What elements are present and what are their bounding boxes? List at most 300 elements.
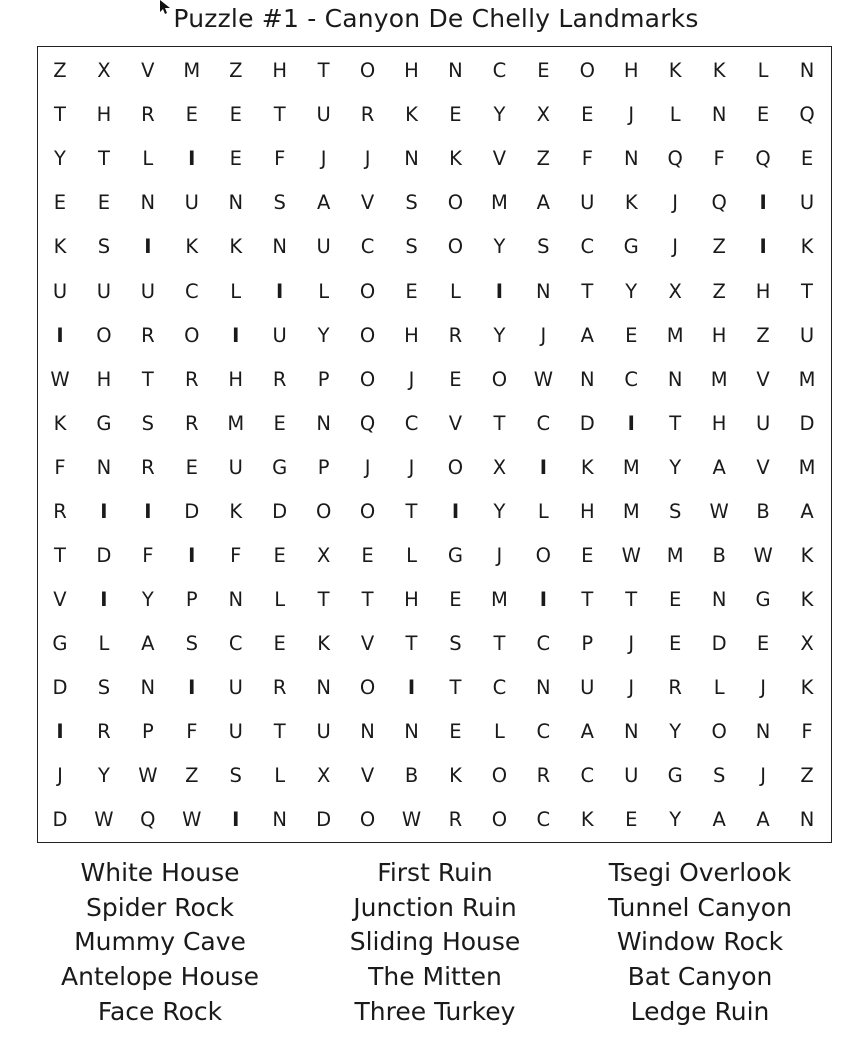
- grid-cell[interactable]: T: [449, 676, 462, 700]
- grid-cell[interactable]: N: [536, 279, 551, 303]
- grid-cell[interactable]: K: [800, 543, 814, 567]
- grid-cell[interactable]: I: [627, 411, 635, 435]
- grid-cell[interactable]: O: [579, 59, 595, 83]
- grid-cell[interactable]: T: [317, 587, 330, 611]
- grid-cell[interactable]: S: [668, 499, 682, 523]
- grid-cell[interactable]: H: [711, 323, 727, 347]
- grid-cell[interactable]: J: [628, 676, 635, 700]
- grid-cell[interactable]: O: [359, 59, 376, 83]
- grid-cell[interactable]: J: [628, 103, 635, 127]
- grid-cell[interactable]: I: [144, 235, 152, 259]
- grid-cell[interactable]: O: [447, 235, 464, 259]
- grid-cell[interactable]: O: [535, 543, 552, 567]
- grid-cell[interactable]: U: [624, 764, 639, 788]
- grid-cell[interactable]: F: [186, 720, 198, 744]
- grid-cell[interactable]: E: [449, 367, 462, 391]
- grid-cell[interactable]: J: [496, 543, 503, 567]
- grid-cell[interactable]: U: [316, 235, 331, 259]
- grid-cell[interactable]: Z: [712, 235, 726, 259]
- grid-cell[interactable]: T: [625, 587, 638, 611]
- grid-cell[interactable]: S: [405, 235, 418, 259]
- grid-cell[interactable]: V: [492, 147, 507, 171]
- grid-cell[interactable]: U: [755, 411, 771, 435]
- grid-cell[interactable]: O: [359, 676, 376, 700]
- grid-cell[interactable]: W: [401, 808, 422, 832]
- grid-cell[interactable]: N: [96, 455, 112, 479]
- grid-cell[interactable]: G: [96, 411, 112, 435]
- grid-cell[interactable]: H: [755, 279, 771, 303]
- grid-cell[interactable]: E: [405, 279, 418, 303]
- grid-cell[interactable]: N: [580, 367, 595, 391]
- grid-cell[interactable]: Q: [667, 147, 683, 171]
- grid-cell[interactable]: U: [799, 191, 815, 215]
- grid-cell[interactable]: A: [756, 808, 770, 832]
- grid-cell[interactable]: U: [228, 676, 243, 700]
- grid-cell[interactable]: H: [579, 499, 595, 523]
- grid-cell[interactable]: C: [228, 631, 243, 655]
- grid-cell[interactable]: I: [539, 455, 547, 479]
- grid-cell[interactable]: A: [141, 631, 155, 655]
- grid-cell[interactable]: J: [672, 191, 679, 215]
- grid-cell[interactable]: G: [52, 631, 68, 655]
- grid-cell[interactable]: T: [669, 411, 682, 435]
- grid-cell[interactable]: S: [537, 235, 550, 259]
- grid-cell[interactable]: X: [316, 764, 331, 788]
- grid-cell[interactable]: A: [580, 323, 594, 347]
- grid-cell[interactable]: I: [232, 808, 240, 832]
- grid-cell[interactable]: Y: [141, 587, 154, 611]
- letter-grid[interactable]: [37, 46, 832, 843]
- grid-cell[interactable]: C: [536, 808, 551, 832]
- grid-cell[interactable]: E: [229, 103, 242, 127]
- grid-cell[interactable]: X: [668, 279, 682, 303]
- grid-cell[interactable]: N: [140, 676, 156, 700]
- grid-cell[interactable]: N: [404, 720, 419, 744]
- grid-cell[interactable]: W: [94, 808, 114, 832]
- grid-cell[interactable]: A: [580, 720, 594, 744]
- grid-cell[interactable]: K: [800, 676, 814, 700]
- grid-cell[interactable]: Y: [493, 499, 506, 523]
- grid-cell[interactable]: F: [54, 455, 66, 479]
- grid-cell[interactable]: C: [536, 720, 551, 744]
- grid-cell[interactable]: E: [756, 103, 770, 127]
- grid-cell[interactable]: D: [579, 411, 595, 435]
- grid-cell[interactable]: E: [273, 631, 286, 655]
- grid-cell[interactable]: T: [493, 631, 506, 655]
- grid-cell[interactable]: V: [756, 367, 770, 391]
- grid-cell[interactable]: J: [540, 323, 547, 347]
- grid-cell[interactable]: M: [798, 367, 816, 391]
- grid-cell[interactable]: S: [97, 235, 111, 259]
- grid-cell[interactable]: N: [140, 191, 156, 215]
- grid-cell[interactable]: N: [755, 720, 771, 744]
- grid-cell[interactable]: V: [360, 764, 375, 788]
- grid-cell[interactable]: K: [229, 235, 243, 259]
- grid-cell[interactable]: U: [96, 279, 112, 303]
- grid-cell[interactable]: N: [711, 587, 727, 611]
- grid-cell[interactable]: R: [185, 411, 199, 435]
- grid-cell[interactable]: A: [712, 808, 726, 832]
- grid-cell[interactable]: R: [536, 764, 551, 788]
- grid-cell[interactable]: R: [448, 323, 463, 347]
- grid-cell[interactable]: N: [711, 103, 727, 127]
- grid-cell[interactable]: F: [581, 147, 593, 171]
- grid-cell[interactable]: M: [490, 587, 508, 611]
- grid-cell[interactable]: I: [759, 235, 767, 259]
- grid-cell[interactable]: H: [404, 587, 419, 611]
- grid-cell[interactable]: E: [97, 191, 111, 215]
- grid-cell[interactable]: D: [52, 808, 68, 832]
- grid-cell[interactable]: E: [185, 455, 198, 479]
- grid-cell[interactable]: I: [56, 323, 64, 347]
- grid-cell[interactable]: W: [138, 764, 158, 788]
- grid-cell[interactable]: N: [536, 676, 551, 700]
- grid-cell[interactable]: V: [756, 455, 770, 479]
- grid-cell[interactable]: J: [628, 631, 635, 655]
- grid-cell[interactable]: E: [581, 103, 594, 127]
- grid-cell[interactable]: E: [625, 323, 638, 347]
- grid-cell[interactable]: E: [449, 720, 462, 744]
- grid-cell[interactable]: A: [712, 455, 726, 479]
- grid-cell[interactable]: D: [711, 631, 727, 655]
- grid-cell[interactable]: O: [491, 808, 508, 832]
- grid-cell[interactable]: E: [273, 543, 286, 567]
- grid-cell[interactable]: O: [315, 499, 332, 523]
- grid-cell[interactable]: U: [140, 279, 155, 303]
- grid-cell[interactable]: P: [317, 455, 330, 479]
- grid-cell[interactable]: K: [53, 411, 67, 435]
- grid-cell[interactable]: E: [185, 103, 198, 127]
- grid-cell[interactable]: W: [50, 367, 70, 391]
- grid-cell[interactable]: H: [228, 367, 244, 391]
- grid-cell[interactable]: R: [272, 367, 287, 391]
- grid-cell[interactable]: L: [757, 59, 769, 83]
- grid-cell[interactable]: O: [447, 455, 464, 479]
- grid-cell[interactable]: X: [800, 631, 814, 655]
- grid-cell[interactable]: O: [447, 191, 464, 215]
- grid-cell[interactable]: H: [711, 411, 727, 435]
- grid-cell[interactable]: C: [580, 764, 595, 788]
- grid-cell[interactable]: T: [361, 587, 374, 611]
- grid-cell[interactable]: I: [759, 191, 767, 215]
- grid-cell[interactable]: Y: [97, 764, 110, 788]
- grid-cell[interactable]: C: [536, 411, 551, 435]
- grid-cell[interactable]: K: [317, 631, 331, 655]
- grid-cell[interactable]: W: [621, 543, 641, 567]
- grid-cell[interactable]: C: [492, 59, 507, 83]
- grid-cell[interactable]: K: [449, 764, 462, 788]
- grid-cell[interactable]: E: [756, 631, 770, 655]
- grid-cell[interactable]: E: [537, 59, 550, 83]
- grid-cell[interactable]: K: [800, 235, 814, 259]
- grid-cell[interactable]: U: [799, 323, 815, 347]
- grid-cell[interactable]: I: [188, 147, 196, 171]
- grid-cell[interactable]: W: [533, 367, 553, 391]
- grid-cell[interactable]: J: [364, 455, 371, 479]
- grid-cell[interactable]: U: [184, 191, 199, 215]
- grid-cell[interactable]: I: [539, 587, 547, 611]
- grid-cell[interactable]: S: [273, 191, 286, 215]
- grid-cell[interactable]: E: [361, 543, 374, 567]
- grid-cell[interactable]: L: [450, 279, 461, 303]
- grid-cell[interactable]: D: [184, 499, 200, 523]
- grid-cell[interactable]: I: [100, 499, 108, 523]
- grid-cell[interactable]: Z: [712, 279, 726, 303]
- grid-cell[interactable]: T: [141, 367, 154, 391]
- grid-cell[interactable]: J: [408, 455, 415, 479]
- grid-cell[interactable]: Q: [140, 808, 156, 832]
- grid-cell[interactable]: L: [406, 543, 417, 567]
- grid-cell[interactable]: V: [53, 587, 67, 611]
- grid-cell[interactable]: E: [669, 587, 682, 611]
- grid-cell[interactable]: Y: [669, 808, 682, 832]
- grid-cell[interactable]: G: [623, 235, 639, 259]
- grid-cell[interactable]: D: [96, 543, 112, 567]
- grid-cell[interactable]: S: [449, 631, 462, 655]
- grid-cell[interactable]: U: [316, 103, 331, 127]
- grid-cell[interactable]: O: [711, 720, 727, 744]
- grid-cell[interactable]: Y: [493, 103, 506, 127]
- grid-cell[interactable]: L: [230, 279, 242, 303]
- grid-cell[interactable]: W: [709, 499, 729, 523]
- grid-cell[interactable]: F: [230, 543, 242, 567]
- grid-cell[interactable]: T: [493, 411, 506, 435]
- grid-cell[interactable]: S: [141, 411, 155, 435]
- grid-cell[interactable]: L: [318, 279, 330, 303]
- grid-cell[interactable]: E: [229, 147, 242, 171]
- grid-cell[interactable]: U: [52, 279, 68, 303]
- grid-cell[interactable]: K: [229, 499, 243, 523]
- grid-cell[interactable]: S: [712, 764, 726, 788]
- grid-cell[interactable]: O: [359, 323, 376, 347]
- grid-cell[interactable]: N: [360, 720, 375, 744]
- grid-cell[interactable]: L: [274, 764, 286, 788]
- grid-cell[interactable]: F: [713, 147, 725, 171]
- grid-cell[interactable]: Q: [359, 411, 376, 435]
- grid-cell[interactable]: J: [760, 764, 766, 788]
- grid-cell[interactable]: K: [712, 59, 726, 83]
- grid-cell[interactable]: T: [54, 103, 66, 127]
- grid-cell[interactable]: T: [405, 631, 418, 655]
- grid-cell[interactable]: U: [272, 323, 287, 347]
- grid-cell[interactable]: L: [142, 147, 154, 171]
- grid-cell[interactable]: U: [228, 455, 243, 479]
- grid-cell[interactable]: C: [360, 235, 375, 259]
- grid-cell[interactable]: N: [272, 808, 287, 832]
- grid-cell[interactable]: Y: [625, 279, 638, 303]
- grid-cell[interactable]: D: [272, 499, 288, 523]
- grid-cell[interactable]: M: [227, 411, 245, 435]
- grid-cell[interactable]: G: [755, 587, 771, 611]
- grid-cell[interactable]: I: [495, 279, 504, 303]
- grid-cell[interactable]: E: [581, 543, 594, 567]
- grid-cell[interactable]: W: [182, 808, 202, 832]
- grid-cell[interactable]: U: [580, 676, 595, 700]
- grid-cell[interactable]: Q: [755, 147, 771, 171]
- grid-cell[interactable]: C: [624, 367, 639, 391]
- grid-cell[interactable]: X: [316, 543, 331, 567]
- grid-cell[interactable]: O: [491, 367, 508, 391]
- grid-cell[interactable]: K: [405, 103, 418, 127]
- grid-cell[interactable]: O: [359, 279, 376, 303]
- grid-cell[interactable]: J: [57, 764, 63, 788]
- grid-cell[interactable]: K: [800, 587, 814, 611]
- grid-cell[interactable]: N: [228, 587, 244, 611]
- grid-cell[interactable]: N: [448, 59, 463, 83]
- grid-cell[interactable]: G: [667, 764, 683, 788]
- grid-cell[interactable]: K: [185, 235, 199, 259]
- grid-cell[interactable]: J: [320, 147, 327, 171]
- grid-cell[interactable]: X: [492, 455, 507, 479]
- grid-cell[interactable]: I: [144, 499, 152, 523]
- grid-cell[interactable]: H: [96, 103, 112, 127]
- grid-cell[interactable]: J: [408, 367, 415, 391]
- grid-cell[interactable]: K: [668, 59, 682, 83]
- grid-cell[interactable]: N: [316, 676, 331, 700]
- grid-cell[interactable]: F: [274, 147, 286, 171]
- grid-cell[interactable]: G: [272, 455, 288, 479]
- grid-cell[interactable]: M: [798, 455, 816, 479]
- grid-cell[interactable]: N: [623, 720, 639, 744]
- grid-cell[interactable]: E: [625, 808, 638, 832]
- grid-cell[interactable]: H: [404, 59, 419, 83]
- grid-cell[interactable]: K: [53, 235, 67, 259]
- grid-cell[interactable]: V: [360, 191, 375, 215]
- grid-cell[interactable]: E: [669, 631, 682, 655]
- grid-cell[interactable]: J: [364, 147, 371, 171]
- grid-cell[interactable]: N: [799, 808, 815, 832]
- grid-cell[interactable]: K: [449, 147, 462, 171]
- grid-cell[interactable]: T: [273, 103, 286, 127]
- grid-cell[interactable]: N: [404, 147, 419, 171]
- grid-cell[interactable]: H: [404, 323, 419, 347]
- grid-cell[interactable]: N: [272, 235, 287, 259]
- grid-cell[interactable]: B: [404, 764, 419, 788]
- grid-cell[interactable]: N: [623, 147, 639, 171]
- grid-cell[interactable]: A: [800, 499, 814, 523]
- grid-cell[interactable]: L: [713, 676, 725, 700]
- grid-cell[interactable]: K: [580, 808, 594, 832]
- grid-cell[interactable]: Y: [669, 455, 682, 479]
- grid-cell[interactable]: L: [493, 720, 505, 744]
- grid-cell[interactable]: G: [447, 543, 464, 567]
- grid-cell[interactable]: R: [272, 676, 287, 700]
- grid-cell[interactable]: R: [141, 323, 155, 347]
- grid-cell[interactable]: B: [712, 543, 726, 567]
- grid-cell[interactable]: I: [407, 676, 416, 700]
- grid-cell[interactable]: F: [142, 543, 154, 567]
- grid-cell[interactable]: D: [52, 676, 68, 700]
- grid-cell[interactable]: I: [276, 279, 284, 303]
- grid-cell[interactable]: V: [448, 411, 463, 435]
- grid-cell[interactable]: L: [98, 631, 110, 655]
- grid-cell[interactable]: X: [536, 103, 551, 127]
- grid-cell[interactable]: S: [185, 631, 198, 655]
- grid-cell[interactable]: L: [274, 587, 286, 611]
- grid-cell[interactable]: C: [580, 235, 595, 259]
- grid-cell[interactable]: R: [97, 720, 111, 744]
- grid-cell[interactable]: Z: [536, 147, 551, 171]
- grid-cell[interactable]: P: [185, 587, 198, 611]
- grid-cell[interactable]: C: [536, 631, 551, 655]
- grid-cell[interactable]: M: [666, 323, 684, 347]
- grid-cell[interactable]: L: [537, 499, 549, 523]
- grid-cell[interactable]: R: [360, 103, 375, 127]
- grid-cell[interactable]: R: [141, 103, 155, 127]
- grid-cell[interactable]: U: [228, 720, 243, 744]
- grid-cell[interactable]: Q: [711, 191, 727, 215]
- grid-cell[interactable]: Z: [756, 323, 770, 347]
- grid-cell[interactable]: V: [141, 59, 155, 83]
- grid-cell[interactable]: A: [536, 191, 551, 215]
- grid-cell[interactable]: C: [184, 279, 199, 303]
- grid-cell[interactable]: E: [273, 411, 286, 435]
- grid-cell[interactable]: T: [581, 279, 594, 303]
- grid-cell[interactable]: T: [405, 499, 418, 523]
- grid-cell[interactable]: H: [96, 367, 112, 391]
- grid-cell[interactable]: C: [492, 676, 507, 700]
- grid-cell[interactable]: T: [97, 147, 110, 171]
- grid-cell[interactable]: U: [316, 720, 331, 744]
- grid-cell[interactable]: T: [801, 279, 813, 303]
- grid-cell[interactable]: U: [580, 191, 595, 215]
- grid-cell[interactable]: I: [100, 587, 108, 611]
- grid-cell[interactable]: Z: [229, 59, 243, 83]
- grid-cell[interactable]: K: [580, 455, 594, 479]
- grid-cell[interactable]: D: [316, 808, 332, 832]
- grid-cell[interactable]: H: [623, 59, 639, 83]
- grid-cell[interactable]: H: [272, 59, 288, 83]
- grid-cell[interactable]: O: [184, 323, 200, 347]
- grid-cell[interactable]: E: [449, 103, 462, 127]
- grid-cell[interactable]: T: [54, 543, 66, 567]
- grid-cell[interactable]: W: [753, 543, 773, 567]
- grid-cell[interactable]: I: [56, 720, 64, 744]
- grid-cell[interactable]: R: [448, 808, 463, 832]
- grid-cell[interactable]: O: [359, 499, 376, 523]
- grid-cell[interactable]: M: [622, 499, 640, 523]
- grid-cell[interactable]: B: [756, 499, 770, 523]
- grid-cell[interactable]: M: [666, 543, 684, 567]
- grid-cell[interactable]: M: [183, 59, 201, 83]
- grid-cell[interactable]: P: [581, 631, 594, 655]
- grid-cell[interactable]: O: [359, 367, 376, 391]
- grid-cell[interactable]: A: [316, 191, 331, 215]
- grid-cell[interactable]: E: [449, 587, 462, 611]
- grid-cell[interactable]: I: [232, 323, 240, 347]
- grid-cell[interactable]: M: [622, 455, 640, 479]
- grid-cell[interactable]: X: [97, 59, 111, 83]
- grid-cell[interactable]: O: [491, 764, 508, 788]
- grid-cell[interactable]: P: [141, 720, 154, 744]
- grid-cell[interactable]: Y: [493, 235, 506, 259]
- grid-cell[interactable]: M: [710, 367, 728, 391]
- grid-cell[interactable]: T: [581, 587, 594, 611]
- grid-cell[interactable]: Q: [799, 103, 815, 127]
- grid-cell[interactable]: S: [229, 764, 242, 788]
- grid-cell[interactable]: T: [273, 720, 286, 744]
- grid-cell[interactable]: O: [359, 808, 376, 832]
- grid-cell[interactable]: Y: [54, 147, 66, 171]
- grid-cell[interactable]: V: [360, 631, 375, 655]
- grid-cell[interactable]: I: [188, 676, 196, 700]
- grid-cell[interactable]: M: [490, 191, 508, 215]
- grid-cell[interactable]: O: [96, 323, 112, 347]
- grid-cell[interactable]: R: [53, 499, 67, 523]
- grid-cell[interactable]: I: [451, 499, 460, 523]
- grid-cell[interactable]: P: [317, 367, 330, 391]
- grid-cell[interactable]: D: [799, 411, 815, 435]
